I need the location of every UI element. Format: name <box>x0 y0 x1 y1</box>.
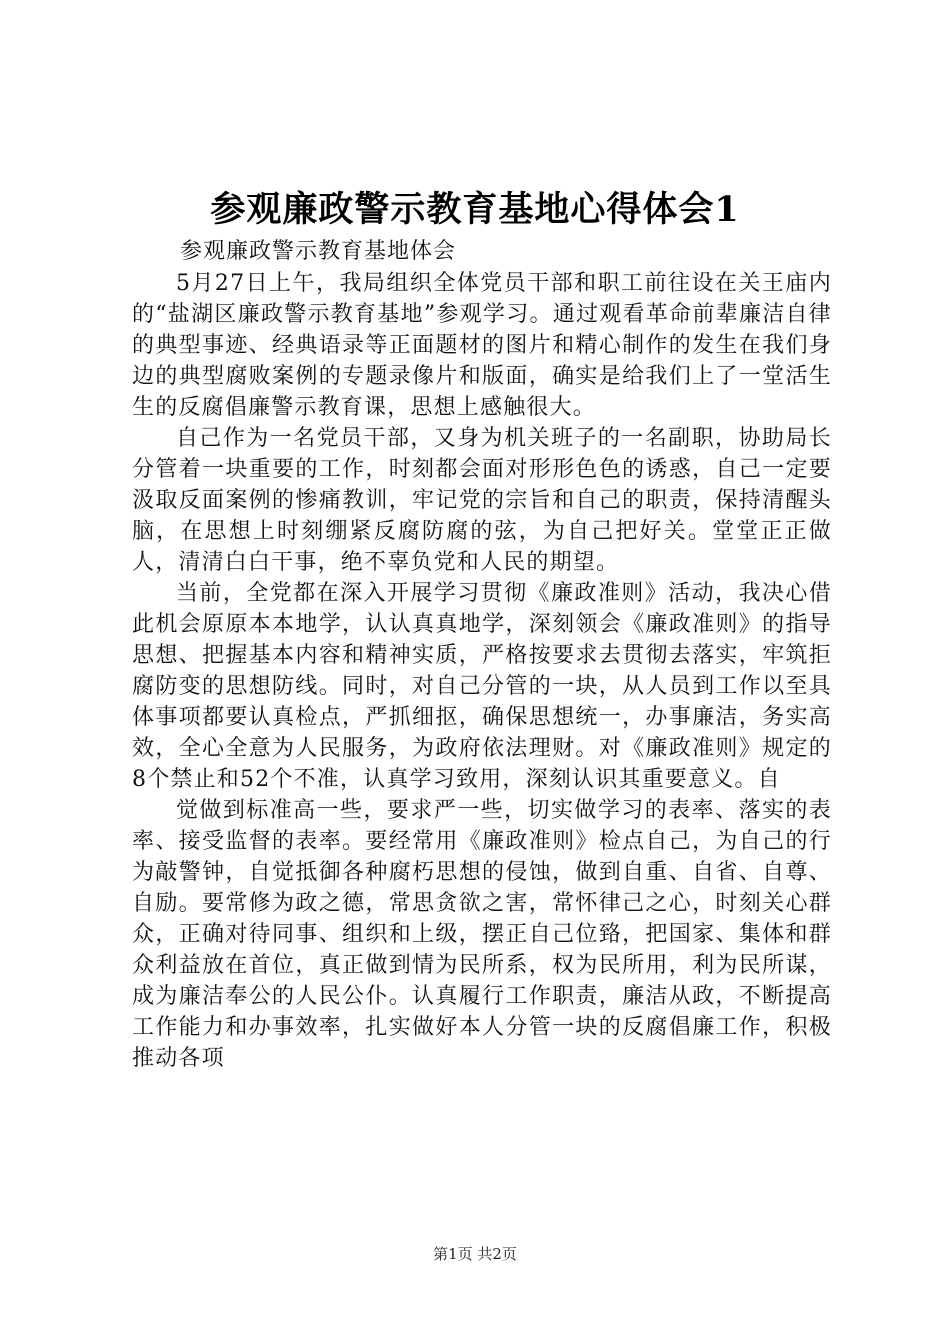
paragraph-2: 自己作为一名党员干部，又身为机关班子的一名副职，协助局长分管着一块重要的工作，时刻都会面对形形色色的诱惑，自己一定要汲取反面案例的惨痛教训，牢记党的宗旨和自己的职责，保持清醒头脑，在思想上时刻绷紧反腐防腐的弦，为自己把好关。堂堂正正做人，清清白白干事，绝不辜负党和人民的期望。 <box>132 426 832 575</box>
document-body <box>132 268 832 1074</box>
paragraph-4: 觉做到标准高一些，要求严一些，切实做学习的表率、落实的表率、接受监督的表率。要经常用《廉政准则》检点自己，为自己的行为敲警钟，自觉抵御各种腐朽思想的侵蚀，做到自重、自省、自尊、自励。要常修为政之德，常思贪欲之害，常怀律己之心，时刻关心群众，正确对待同事、组织和上级，摆正自己位臵，把国家、集体和群众利益放在首位，真正做到情为民所系，权为民所用，利为民所谋，成为廉洁奉公的人民公仆。认真履行工作职责，廉洁从政，不断提高工作能力和办事效率，扎实做好本人分管一块的反腐倡廉工作，积极推动各项 <box>132 798 832 1071</box>
paragraph-1: 5月27日上午，我局组织全体党员干部和职工前往设在关王庙内的“盐湖区廉政警示教育基地”参观学习。通过观看革命前辈廉洁自律的典型事迹、经典语录等正面题材的图片和精心制作的发生在我们身边的典型腐败案例的专题录像片和版面，确实是给我们上了一堂活生生的反腐倡廉警示教育课，思想上感触很大。 <box>132 271 832 420</box>
document-subtitle: 参观廉政警示教育基地体会 <box>180 239 457 264</box>
page-number-footer: 第1页 共2页 <box>433 1245 517 1263</box>
paragraph-3: 当前，全党都在深入开展学习贯彻《廉政准则》活动，我决心借此机会原原本本地学，认认真真地学，深刻领会《廉政准则》的指导思想、把握基本内容和精神实质，严格按要求去贯彻去落实，牢筑拒腐防变的思想防线。同时，对自己分管的一块，从人员到工作以至具体事项都要认真检点，严抓细抠，确保思想统一，办事廉洁，务实高效，全心全意为人民服务，为政府依法理财。对《廉政准则》规定的8个禁止和52个不准，认真学习致用，深刻认识其重要意义。自 <box>132 581 832 792</box>
document-title: 参观廉政警示教育基地心得体会1 <box>210 189 740 230</box>
